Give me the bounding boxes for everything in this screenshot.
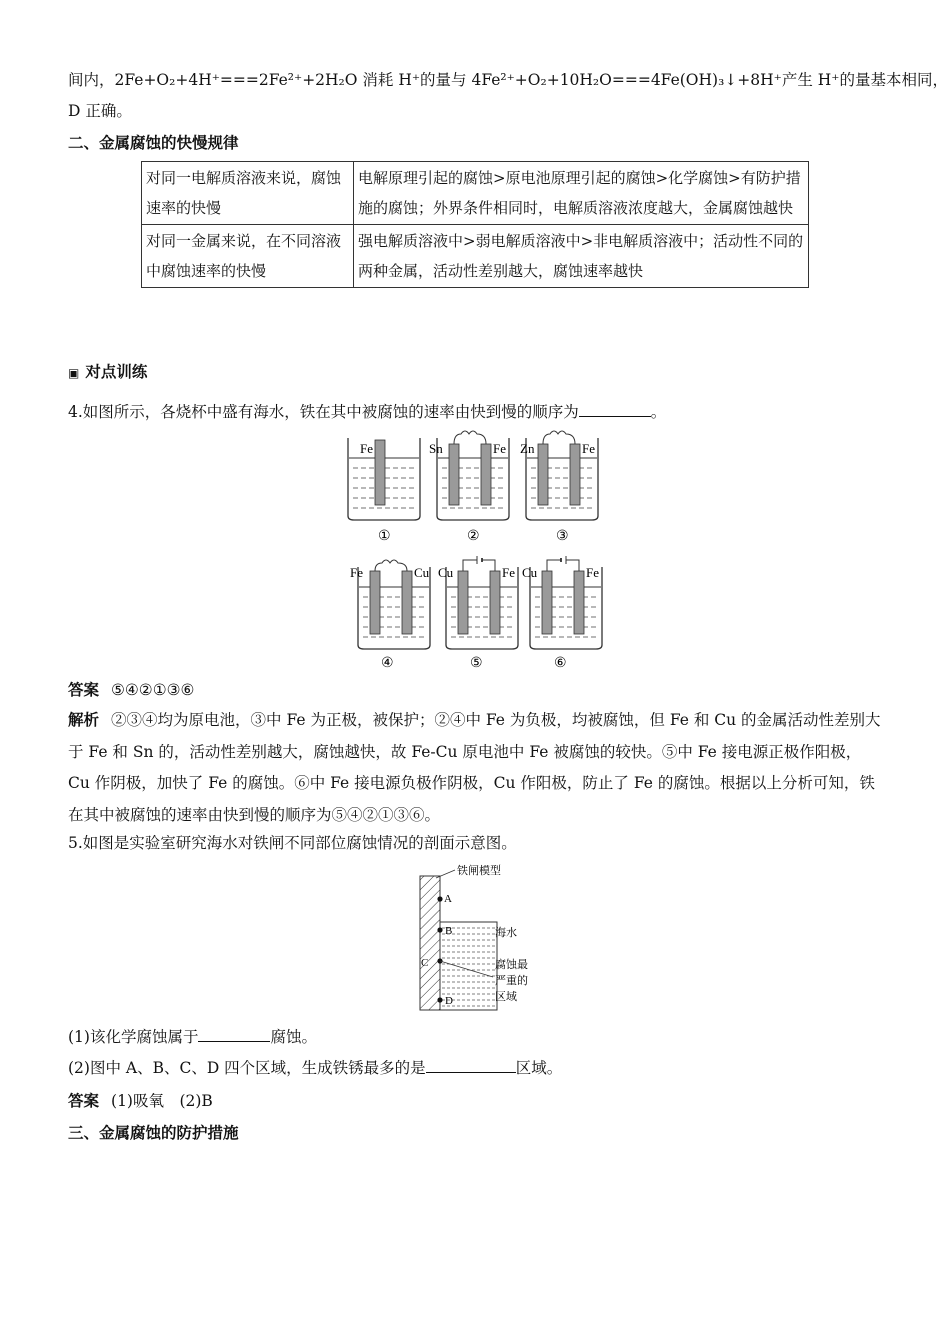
beaker-number: ⑥ xyxy=(554,656,567,670)
point-b-marker xyxy=(437,927,442,932)
point-d-marker xyxy=(437,997,442,1002)
answer-label: 答案 xyxy=(68,681,100,699)
point-label: D xyxy=(445,995,453,1007)
answer-blank xyxy=(198,1027,270,1042)
electrode-label: Fe xyxy=(350,565,363,580)
beaker-2 xyxy=(429,431,509,544)
answer-line xyxy=(68,680,194,700)
answer-blank xyxy=(426,1058,516,1073)
electrode-label: Zn xyxy=(520,441,535,456)
square-icon: ▣ xyxy=(68,366,80,380)
electrode-label: Fe xyxy=(582,441,595,456)
answer-value: (1)吸氧 (2)B xyxy=(111,1092,213,1110)
continued-text-line: D 正确。 xyxy=(68,102,132,120)
electrode-label: Fe xyxy=(360,441,373,456)
continued-text-line: 间内，2Fe+O₂+4H⁺===2Fe²⁺+2H₂O 消耗 H⁺的量与 4Fe²⁺+O₂+10H₂O===4Fe(OH)₃↓+8H⁺产生 H⁺的量基本相同， xyxy=(68,71,948,89)
table-cell: 强电解质溶液中>弱电解质溶液中>非电解质溶液中；活动性不同的两种金属，活动性差别越大，腐蚀速率越快 xyxy=(354,225,809,288)
question-text: (1)该化学腐蚀属于 xyxy=(68,1028,199,1046)
electrode-label: Fe xyxy=(586,565,599,580)
worst-region-label: 严重的 xyxy=(495,975,528,987)
electrode-label: Fe xyxy=(502,565,515,580)
beaker-number: ④ xyxy=(381,656,394,670)
question-text: 4.如图所示，各烧杯中盛有海水，铁在其中被腐蚀的速率由快到慢的顺序为 xyxy=(68,403,579,421)
question-text-end: 。 xyxy=(650,403,667,421)
question-5-sub-1 xyxy=(68,1027,317,1047)
question-text-end: 腐蚀。 xyxy=(270,1028,317,1046)
question-5-sub-2 xyxy=(68,1058,562,1078)
beaker-6 xyxy=(522,556,602,670)
training-title: 对点训练 xyxy=(85,363,148,381)
electrode-label: Cu xyxy=(438,565,454,580)
question-5-stem: 5.如图是实验室研究海水对铁闸不同部位腐蚀情况的剖面示意图。 xyxy=(68,834,517,852)
beaker-4 xyxy=(350,560,430,670)
electrode-label: Fe xyxy=(493,441,506,456)
point-a-marker xyxy=(437,896,442,901)
electrode-label: Cu xyxy=(522,565,538,580)
beaker-figure xyxy=(0,0,950,670)
table-cell: 对同一金属来说，在不同溶液中腐蚀速率的快慢 xyxy=(142,225,354,288)
beaker-number: ① xyxy=(378,529,391,544)
beaker-1 xyxy=(348,438,420,544)
point-label: C xyxy=(421,957,429,969)
question-text: (2)图中 A、B、C、D 四个区域，生成铁锈最多的是 xyxy=(68,1059,426,1077)
section-heading: 三、金属腐蚀的防护措施 xyxy=(68,1124,239,1142)
worst-region-label: 区域 xyxy=(495,991,517,1003)
answer-label: 答案 xyxy=(68,1092,100,1110)
beaker-3 xyxy=(520,431,598,544)
answer-value: ⑤④②①③⑥ xyxy=(111,681,195,699)
electrode-label: Sn xyxy=(429,441,443,456)
table-cell: 对同一电解质溶液来说，腐蚀速率的快慢 xyxy=(142,162,354,225)
analysis-label: 解析 xyxy=(68,711,100,729)
beaker-5 xyxy=(438,556,518,670)
worst-region-label: 腐蚀最 xyxy=(495,959,528,971)
iron-gate-figure xyxy=(410,860,550,1015)
section-heading: 二、金属腐蚀的快慢规律 xyxy=(68,134,239,152)
answer-line xyxy=(68,1091,213,1111)
analysis-text: ②③④均为原电池，③中 Fe 为正极，被保护；②④中 Fe 为负极，均被腐蚀，但 Fe 和 Cu 的金属活动性差别大于 Fe 和 Sn 的，活动性差别越大，腐蚀越快，故 Fe-Cu 原电池中 Fe 被腐蚀的较快。⑤中 Fe 接电源正极作阳极，Cu 作阴极，加快了 Fe 的腐蚀。⑥中 Fe 接电源负极作阴极，Cu 作阳极，防止了 Fe 的腐蚀。根据以上分析可知，铁在其中被腐蚀的速率由快到慢的顺序为⑤④②①③⑥。 xyxy=(68,711,881,824)
table-cell: 电解原理引起的腐蚀>原电池原理引起的腐蚀>化学腐蚀>有防护措施的腐蚀；外界条件相同时，电解质溶液浓度越大，金属腐蚀越快 xyxy=(354,162,809,225)
seawater-label: 海水 xyxy=(495,927,517,939)
beaker-number: ② xyxy=(467,529,480,544)
gate-model-label: 铁闸模型 xyxy=(457,865,501,877)
beaker-number: ③ xyxy=(556,529,569,544)
beaker-number: ⑤ xyxy=(470,656,483,670)
electrode-label: Cu xyxy=(414,565,430,580)
point-label: A xyxy=(444,893,452,905)
question-text-end: 区域。 xyxy=(515,1059,563,1077)
analysis-paragraph xyxy=(68,705,883,831)
point-label: B xyxy=(445,925,453,937)
